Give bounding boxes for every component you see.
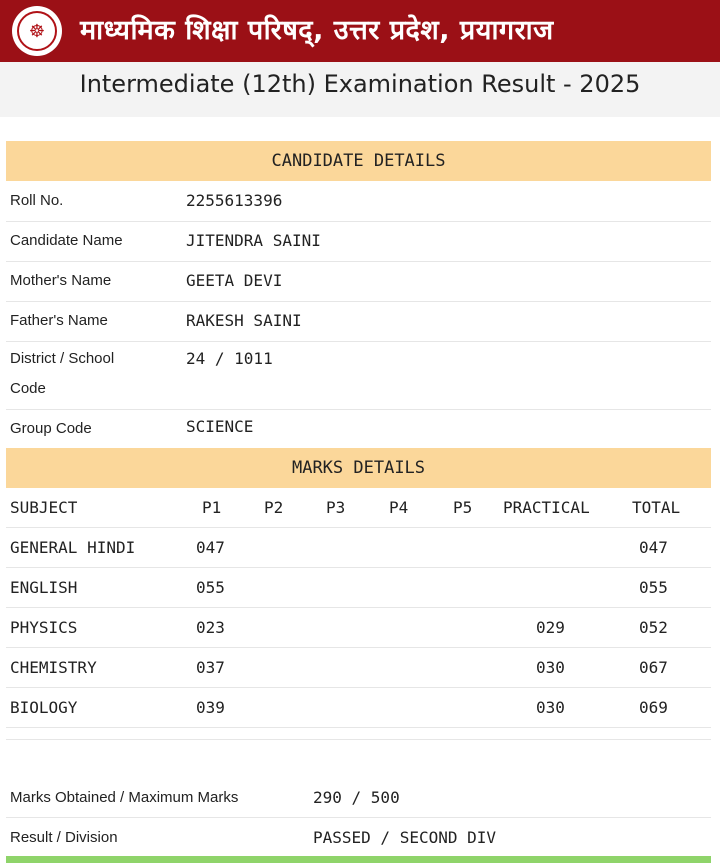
up-govt-emblem-icon: ☸ <box>12 6 62 56</box>
col-practical: PRACTICAL <box>503 498 590 517</box>
col-p2: P2 <box>264 498 284 517</box>
group-code-value: SCIENCE <box>186 417 254 436</box>
group-code-label: Group Code <box>10 420 92 437</box>
father-name-value: RAKESH SAINI <box>186 311 302 330</box>
practical-mark: 030 <box>536 658 565 677</box>
total-mark: 055 <box>639 578 668 597</box>
p1-mark: 055 <box>196 578 225 597</box>
result-label: Result / Division <box>10 829 118 846</box>
district-label-line1: District / School <box>10 350 115 367</box>
subject-name: CHEMISTRY <box>10 658 97 677</box>
roll-value: 2255613396 <box>186 191 283 210</box>
table-row <box>6 648 711 688</box>
group-code-row <box>6 410 711 448</box>
board-title: माध्यमिक शिक्षा परिषद्, उत्तर प्रदेश, प्रयागराज <box>80 15 554 46</box>
candidate-name-label: Candidate Name <box>10 232 123 249</box>
district-label-line2: Code <box>10 380 46 397</box>
col-p5: P5 <box>453 498 473 517</box>
subject-name: ENGLISH <box>10 578 78 597</box>
father-name-label: Father's Name <box>10 312 108 329</box>
candidate-name-row <box>6 222 711 262</box>
practical-mark: 030 <box>536 698 565 717</box>
total-mark: 047 <box>639 538 668 557</box>
district-school-row <box>6 342 711 410</box>
candidate-name-value: JITENDRA SAINI <box>186 231 321 250</box>
total-mark: 052 <box>639 618 668 637</box>
col-p1: P1 <box>202 498 222 517</box>
marks-summary-row <box>6 778 711 818</box>
table-row <box>6 568 711 608</box>
marks-header-row <box>6 488 711 528</box>
marks-obtained-value: 290 / 500 <box>313 788 400 807</box>
table-row <box>6 528 711 568</box>
p1-mark: 023 <box>196 618 225 637</box>
mother-name-label: Mother's Name <box>10 272 112 289</box>
result-value: PASSED / SECOND DIV <box>313 828 497 847</box>
result-row <box>6 818 711 858</box>
marks-obtained-label: Marks Obtained / Maximum Marks <box>10 789 239 806</box>
bottom-accent-bar <box>6 856 711 863</box>
p1-mark: 047 <box>196 538 225 557</box>
page-title: Intermediate (12th) Examination Result - 2025 <box>0 62 720 117</box>
practical-mark: 029 <box>536 618 565 637</box>
table-row <box>6 608 711 648</box>
candidate-details-heading: CANDIDATE DETAILS <box>6 141 711 181</box>
father-name-row <box>6 302 711 342</box>
col-subject: SUBJECT <box>10 498 78 517</box>
table-row <box>6 688 711 728</box>
subject-name: BIOLOGY <box>10 698 78 717</box>
subject-name: GENERAL HINDI <box>10 538 136 557</box>
roll-row <box>6 182 711 222</box>
p1-mark: 037 <box>196 658 225 677</box>
total-mark: 069 <box>639 698 668 717</box>
mother-name-row <box>6 262 711 302</box>
p1-mark: 039 <box>196 698 225 717</box>
total-mark: 067 <box>639 658 668 677</box>
mother-name-value: GEETA DEVI <box>186 271 283 290</box>
header-bar <box>0 0 720 62</box>
col-total: TOTAL <box>632 498 681 517</box>
roll-label: Roll No. <box>10 192 64 209</box>
col-p3: P3 <box>326 498 346 517</box>
col-p4: P4 <box>389 498 409 517</box>
subject-name: PHYSICS <box>10 618 78 637</box>
table-spacer-row <box>6 728 711 740</box>
marks-details-heading: MARKS DETAILS <box>6 448 711 488</box>
district-school-value: 24 / 1011 <box>186 349 273 368</box>
